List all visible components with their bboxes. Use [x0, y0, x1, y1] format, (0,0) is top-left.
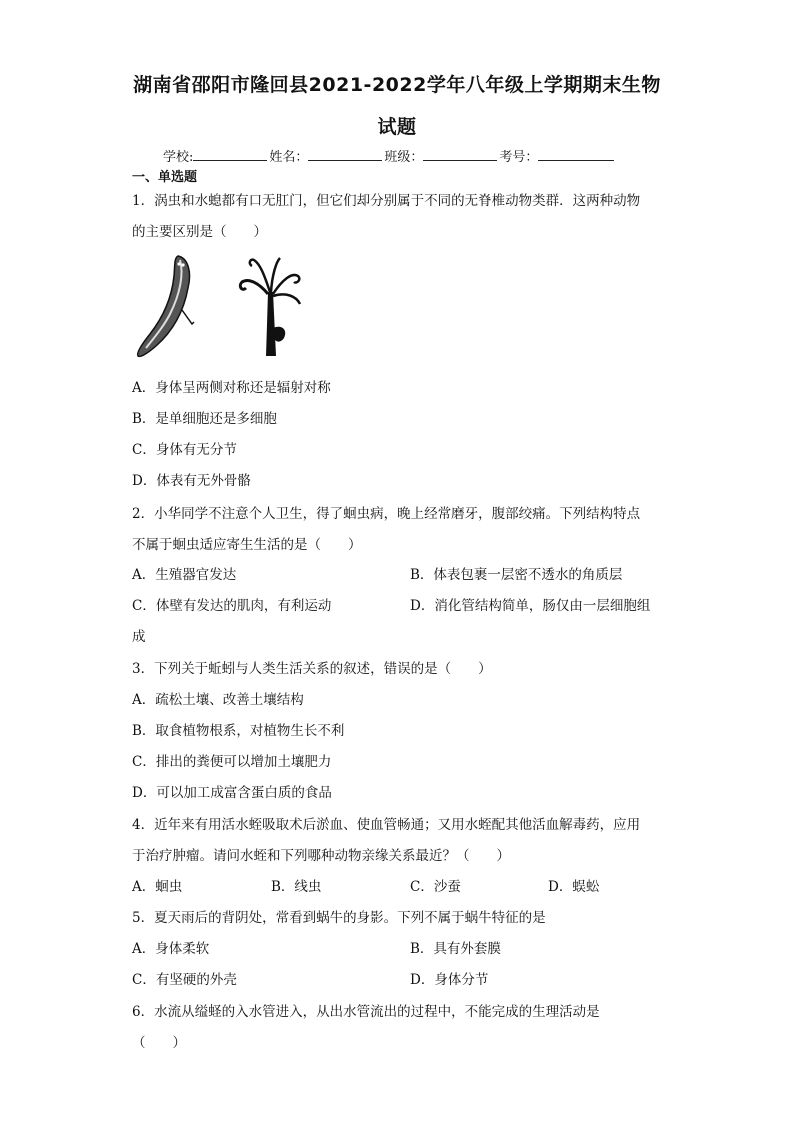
q1-option-a[interactable]: A．身体呈两侧对称还是辐射对称	[132, 380, 331, 396]
q1-figure	[130, 252, 320, 364]
q2-stem-line2: 不属于蛔虫适应寄生生活的是（ ）	[132, 537, 362, 553]
number-blank[interactable]	[538, 146, 614, 161]
class-label: 班级：	[384, 150, 424, 165]
q2-option-a[interactable]: A．生殖器官发达	[132, 567, 237, 583]
q1-stem-line2: 的主要区别是（ ）	[132, 224, 267, 240]
q1-option-d[interactable]: D．体表有无外骨骼	[132, 473, 251, 489]
q3-option-a[interactable]: A．疏松土壤、改善土壤结构	[132, 692, 304, 708]
planarian-image	[138, 256, 194, 356]
school-blank[interactable]	[193, 146, 267, 161]
hydra-image	[240, 258, 300, 356]
exam-title-line1: 湖南省邵阳市隆回县2021-2022学年八年级上学期期末生物	[133, 74, 661, 96]
q1-option-b[interactable]: B．是单细胞还是多细胞	[132, 411, 277, 427]
q5-option-a[interactable]: A．身体柔软	[132, 941, 210, 957]
q2-option-d-continued: 成	[132, 629, 146, 645]
q2-option-c[interactable]: C．体壁有发达的肌肉，有利运动	[132, 598, 332, 614]
name-blank[interactable]	[308, 146, 382, 161]
q2-option-b[interactable]: B．体表包裹一层密不透水的角质层	[410, 567, 623, 583]
name-label: 姓名：	[269, 150, 309, 165]
q1-option-c[interactable]: C．身体有无分节	[132, 442, 237, 458]
q5-option-b[interactable]: B．具有外套膜	[410, 941, 501, 957]
q5-option-d[interactable]: D．身体分节	[410, 972, 489, 988]
student-info-row	[163, 146, 616, 165]
class-blank[interactable]	[423, 146, 497, 161]
q2-option-d[interactable]: D．消化管结构简单，肠仅由一层细胞组	[410, 598, 651, 614]
q6-stem-line2: （ ）	[132, 1035, 186, 1051]
q2-stem-line1: 2．小华同学不注意个人卫生，得了蛔虫病，晚上经常磨牙，腹部绞痛。下列结构特点	[132, 506, 641, 522]
school-label: 学校:	[163, 150, 194, 165]
section-title: 一、单选题	[132, 170, 198, 185]
q3-stem-line1: 3．下列关于蚯蚓与人类生活关系的叙述，错误的是（ ）	[132, 661, 492, 677]
exam-title-line2: 试题	[377, 116, 417, 138]
q6-stem-line1: 6．水流从缢蛏的入水管进入，从出水管流出的过程中，不能完成的生理活动是	[132, 1004, 600, 1020]
q5-option-c[interactable]: C．有坚硬的外壳	[132, 972, 237, 988]
q5-stem-line1: 5．夏天雨后的背阴处，常看到蜗牛的身影。下列不属于蜗牛特征的是	[132, 910, 546, 926]
q3-option-c[interactable]: C．排出的粪便可以增加土壤肥力	[132, 754, 332, 770]
q1-stem-line1: 1．涡虫和水螅都有口无肛门，但它们却分别属于不同的无脊椎动物类群．这两种动物	[132, 193, 641, 209]
q4-stem-line1: 4．近年来有用活水蛭吸取术后淤血、使血管畅通；又用水蛭配其他活血解毒药，应用	[132, 817, 641, 833]
q3-option-b[interactable]: B．取食植物根系，对植物生长不利	[132, 723, 345, 739]
q4-option-a[interactable]: A．蛔虫	[132, 879, 183, 895]
q4-option-b[interactable]: B．线虫	[271, 879, 322, 895]
number-label: 考号：	[499, 150, 539, 165]
q4-option-d[interactable]: D．蜈蚣	[548, 879, 600, 895]
q3-option-d[interactable]: D．可以加工成富含蛋白质的食品	[132, 785, 332, 801]
q4-stem-line2: 于治疗肿瘤。请问水蛭和下列哪种动物亲缘关系最近？（ ）	[132, 848, 510, 864]
q4-option-c[interactable]: C．沙蚕	[410, 879, 461, 895]
